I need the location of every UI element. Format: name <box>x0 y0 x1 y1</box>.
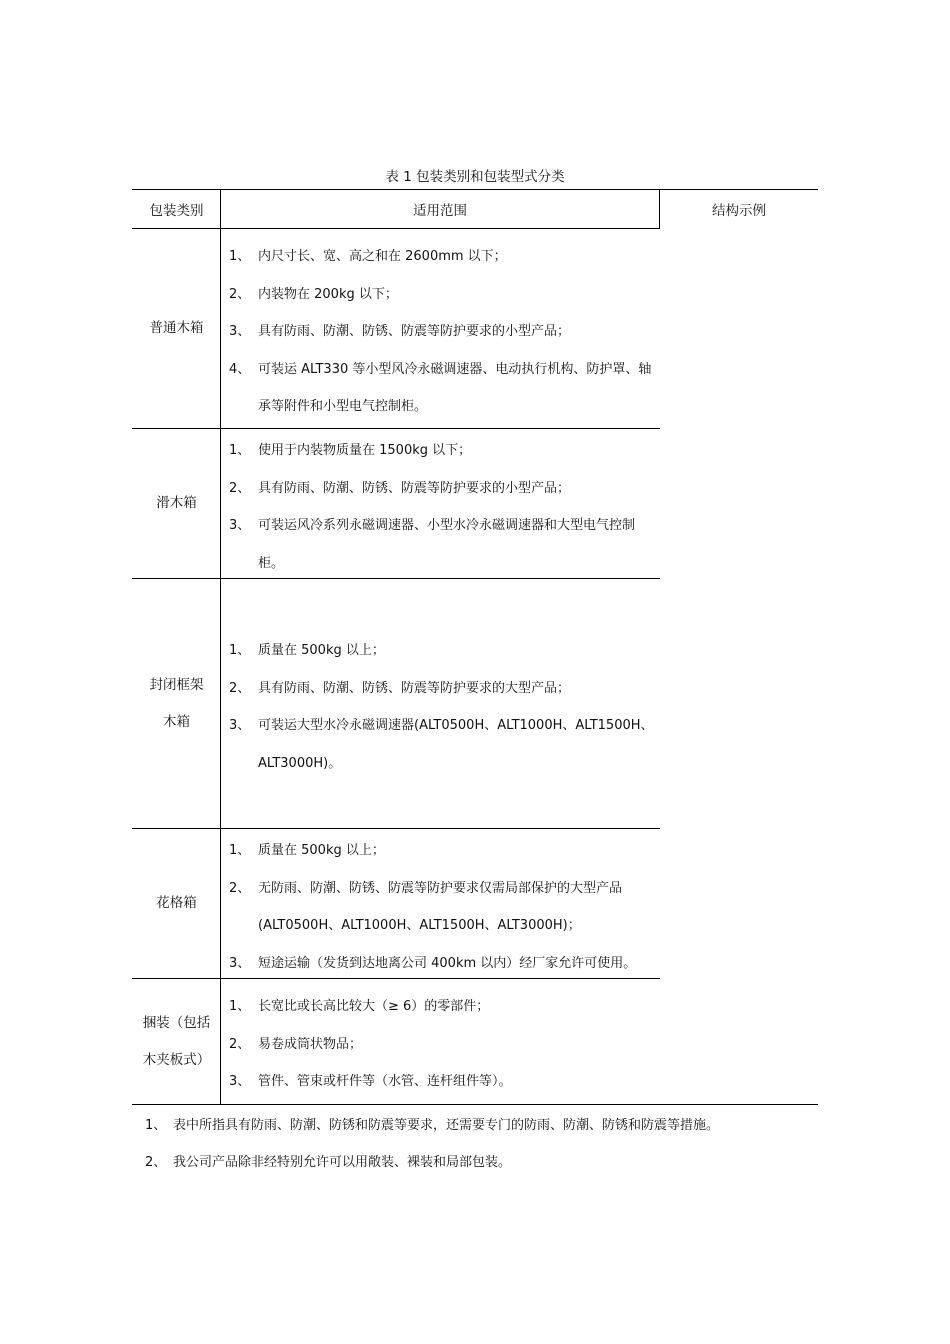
note-text: 表中所指具有防雨、防潮、防锈和防震等要求，还需要专门的防雨、防潮、防锈和防震等措施。 <box>173 1118 720 1133</box>
table-bottom-rule <box>132 1104 818 1105</box>
item-text: 内装物在 200kg 以下； <box>258 286 398 302</box>
list-item <box>229 507 657 582</box>
header-example: 结构示例 <box>712 203 766 219</box>
note-number: 1、 <box>145 1118 167 1133</box>
list-item <box>229 351 657 426</box>
list-item <box>229 988 657 1026</box>
list-item <box>229 313 657 351</box>
category-cell <box>132 229 221 428</box>
header-scope: 适用范围 <box>413 203 467 219</box>
table-caption: 表 1 包装类别和包装型式分类 <box>385 169 565 185</box>
list-item <box>229 432 657 470</box>
item-text: 具有防雨、防潮、防锈、防震等防护要求的小型产品； <box>258 480 571 496</box>
category-cell <box>132 979 221 1104</box>
category-label: 滑木箱 <box>156 495 197 511</box>
item-number: 1、 <box>229 843 251 858</box>
category-cell <box>132 579 221 828</box>
item-number: 1、 <box>229 249 251 264</box>
note-number: 2、 <box>145 1155 167 1170</box>
category-label-line: 木箱 <box>163 713 190 730</box>
item-text: 质量在 500kg 以上； <box>258 843 385 858</box>
category-label-line: 捆装（包括 <box>142 1014 211 1031</box>
scope-cell <box>229 238 657 426</box>
scope-cell <box>229 632 657 782</box>
item-text: 无防雨、防潮、防锈、防震等防护要求仅需局部保护的大型产品(ALT0500H、ALT1000H、ALT1500H、ALT3000H)； <box>258 880 623 933</box>
list-item <box>229 870 657 945</box>
list-item <box>229 670 657 708</box>
item-text: 质量在 500kg 以上； <box>258 643 385 658</box>
item-number: 3、 <box>229 718 251 733</box>
category-cell <box>132 829 221 978</box>
item-number: 2、 <box>229 680 251 696</box>
item-text: 可装运风冷系列永磁调速器、小型水冷永磁调速器和大型电气控制柜。 <box>258 518 636 571</box>
table-note <box>145 1116 825 1136</box>
item-text: 短途运输（发货到达地离公司 400km 以内）经厂家允许可使用。 <box>258 955 637 971</box>
item-number: 1、 <box>229 443 251 458</box>
item-number: 1、 <box>229 999 251 1014</box>
category-label: 普通木箱 <box>149 320 204 336</box>
header-category: 包装类别 <box>149 203 204 219</box>
item-number: 2、 <box>229 480 251 496</box>
note-text: 我公司产品除非经特别允许可以用敞装、裸装和局部包装。 <box>173 1155 512 1170</box>
item-text: 具有防雨、防潮、防锈、防震等防护要求的小型产品； <box>258 324 571 339</box>
item-text: 具有防雨、防潮、防锈、防震等防护要求的大型产品； <box>258 680 571 696</box>
item-text: 易卷成筒状物品； <box>258 1036 363 1052</box>
list-item <box>229 238 657 276</box>
list-item <box>229 276 657 314</box>
category-label: 花格箱 <box>156 895 197 911</box>
list-item <box>229 945 657 983</box>
item-number: 4、 <box>229 361 251 377</box>
category-cell <box>132 429 221 578</box>
table-note <box>145 1153 825 1173</box>
item-text: 管件、管束或杆件等（水管、连杆组件等）。 <box>258 1074 512 1089</box>
item-number: 2、 <box>229 286 251 302</box>
list-item <box>229 832 657 870</box>
item-number: 2、 <box>229 880 251 896</box>
item-number: 1、 <box>229 643 251 658</box>
list-item <box>229 1063 657 1101</box>
item-text: 内尺寸长、宽、高之和在 2600mm 以下； <box>258 249 507 264</box>
list-item <box>229 470 657 508</box>
scope-cell <box>229 832 657 982</box>
scope-cell <box>229 432 657 582</box>
item-text: 可装运 ALT330 等小型风冷永磁调速器、电动执行机构、防护罩、轴承等附件和小型电气控制柜。 <box>258 361 652 414</box>
item-number: 3、 <box>229 955 251 971</box>
list-item <box>229 707 657 782</box>
item-number: 3、 <box>229 1074 251 1089</box>
category-label-line: 封闭框架 <box>149 676 204 693</box>
item-number: 3、 <box>229 324 251 339</box>
item-number: 2、 <box>229 1036 251 1052</box>
item-text: 可装运大型水冷永磁调速器(ALT0500H、ALT1000H、ALT1500H、ALT3000H)。 <box>258 718 654 771</box>
item-number: 3、 <box>229 518 251 533</box>
item-text: 使用于内装物质量在 1500kg 以下； <box>258 443 472 458</box>
item-text: 长宽比或长高比较大（≥ 6）的零部件； <box>258 999 490 1014</box>
list-item <box>229 632 657 670</box>
category-label-line: 木夹板式） <box>142 1051 211 1068</box>
list-item <box>229 1026 657 1064</box>
scope-cell <box>229 988 657 1101</box>
